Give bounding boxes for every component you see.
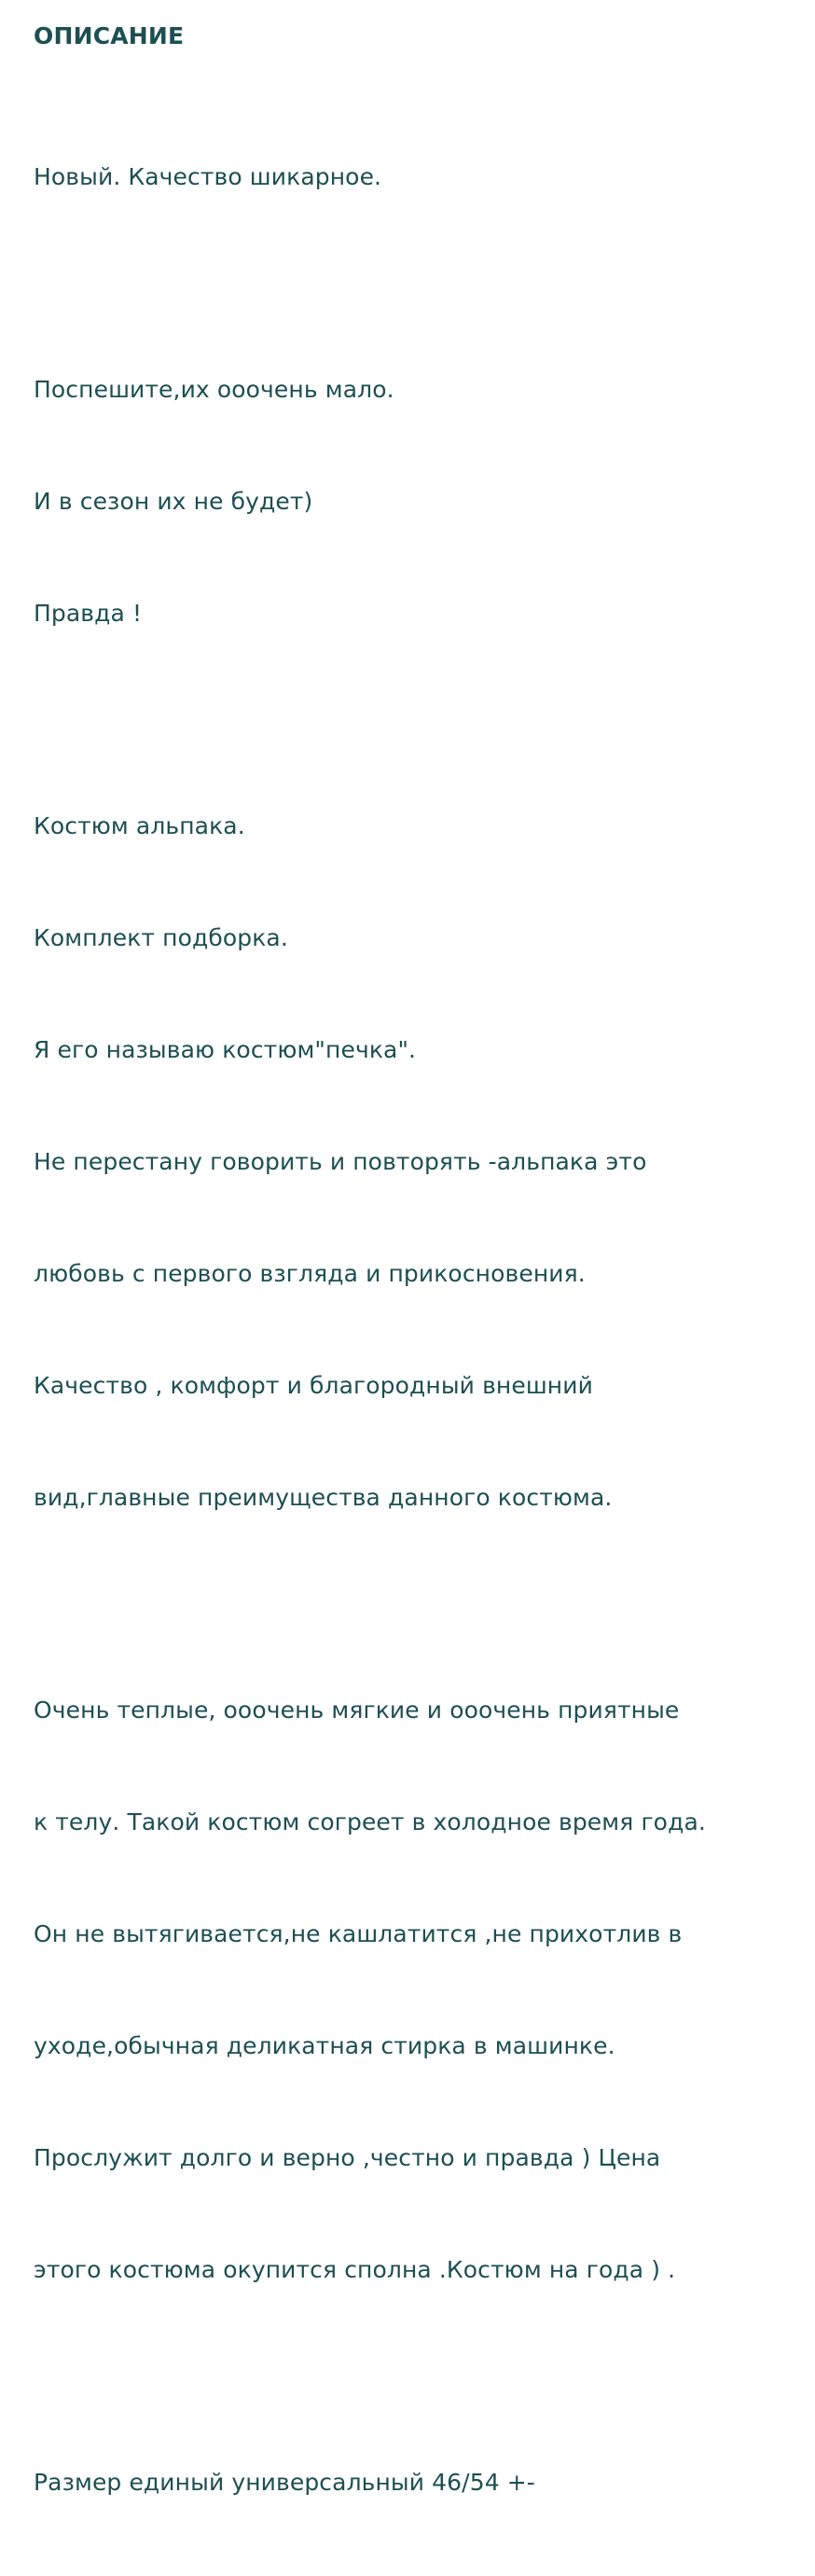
- paragraph-line: И в сезон их не будет): [34, 488, 313, 515]
- paragraph-line: Комплект подборка.: [34, 924, 288, 951]
- paragraph-line: Размер единый универсальный 46/54 +-: [34, 2469, 535, 2496]
- paragraph-5: [34, 2389, 781, 2576]
- paragraph-line: вид,главные преимущества данного костюма.: [34, 1484, 613, 1511]
- paragraph-line: Правда !: [34, 600, 143, 627]
- paragraph-line: Я его называю костюм"печка".: [34, 1036, 417, 1063]
- page-title: ОПИСАНИЕ: [34, 22, 185, 49]
- paragraph-3: [34, 733, 781, 1591]
- paragraph-line: любовь с первого взгляда и прикосновения.: [34, 1260, 586, 1287]
- paragraph-line: Он не вытягивается,не кашлатится ,не прихотлив в: [34, 1920, 683, 1947]
- paragraph-line: к телу. Такой костюм согреет в холодное время года.: [34, 1808, 706, 1835]
- paragraph-2: [34, 297, 781, 707]
- paragraph-line: Прослужит долго и верно ,честно и правда ) Цена: [34, 2144, 661, 2171]
- paragraph-line: Качество , комфорт и благородный внешний: [34, 1372, 593, 1399]
- paragraph-line: Поспешите,их ооочень мало.: [34, 376, 394, 403]
- paragraph-line: Не перестану говорить и повторять -альпака это: [34, 1148, 647, 1175]
- paragraph-line: этого костюма окупится сполна .Костюм на года ) .: [34, 2256, 676, 2283]
- paragraph-line: Очень теплые, ооочень мягкие и ооочень приятные: [34, 1697, 680, 1724]
- paragraph-line: Костюм альпака.: [34, 812, 245, 839]
- paragraph-1: [34, 84, 781, 270]
- paragraph-line: уходе,обычная деликатная стирка в машинке.: [34, 2032, 615, 2059]
- paragraph-4: [34, 1617, 781, 2363]
- paragraph-line: Новый. Качество шикарное.: [34, 163, 382, 190]
